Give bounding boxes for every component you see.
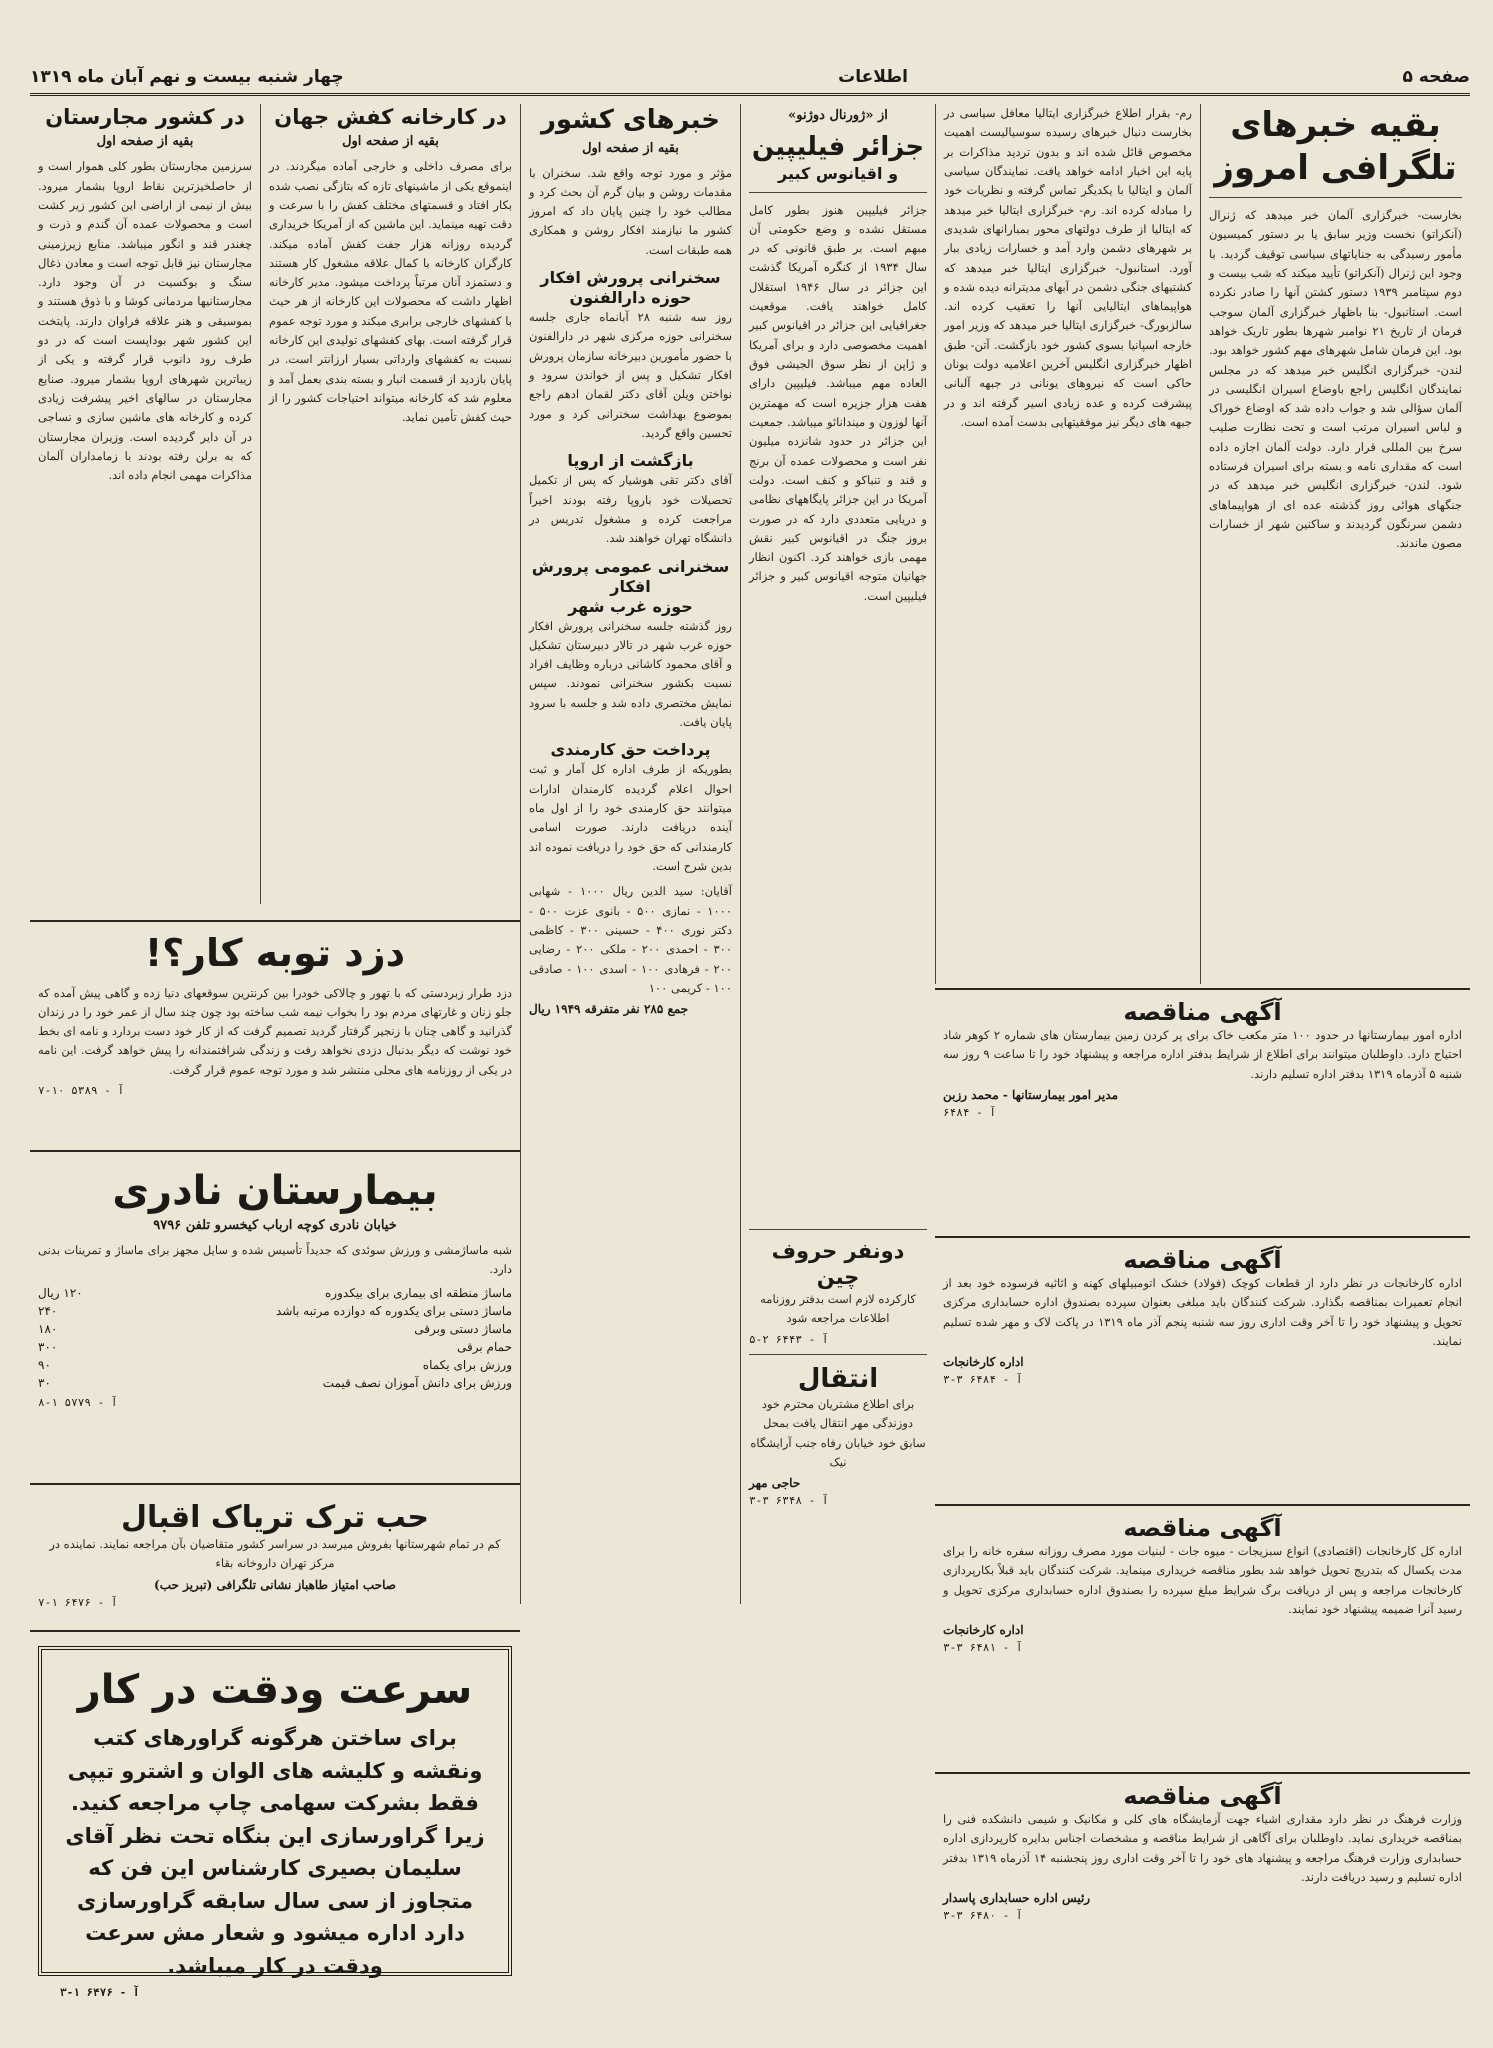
- tender-sign: مدیر امور بیمارستانها - محمد رزبن: [943, 1087, 1118, 1102]
- price-label: ورزش برای یکماه: [422, 1357, 512, 1372]
- pills-body: کم در تمام شهرستانها بفروش میرسد در سراسر کشور متقاضیان بآن مراجعه نمایند. نماینده در مرکز تهران داروخانه بقاء: [49, 1537, 501, 1571]
- continued-label: بقیه از صفحه اول: [342, 134, 439, 150]
- tender-education: [935, 1772, 1470, 2018]
- engraving-ref: آ - ۶۴۷۶ ۱-۳: [60, 1986, 140, 2000]
- continued-label: بقیه از صفحه اول: [96, 134, 194, 150]
- column-hungary: [30, 104, 260, 904]
- tender-sign: اداره کارخانجات: [943, 1623, 1024, 1638]
- masthead: [30, 60, 1470, 96]
- thief-ref: آ - ۵۳۸۹ ۱۰-۷: [38, 1084, 125, 1098]
- typesetter-ad-ref: آ - ۶۴۴۳ ۲-۵: [749, 1332, 829, 1346]
- shoe-factory-headline: در کارخانه کفش جهان: [274, 105, 507, 129]
- price-value: ۱۲۰ ریال: [38, 1285, 83, 1300]
- tender-title: آگهی مناقصه: [1123, 1514, 1282, 1542]
- hospital-address: خیابان نادری کوچه ارباب کیخسرو تلفن ۹۷۹۶: [153, 1218, 397, 1233]
- article-source: از «ژورنال دوژنو»: [788, 108, 888, 123]
- donor-list: آقایان: سید الدین ریال ۱۰۰۰ - شهابی ۱۰۰۰ - نمازی ۵۰۰ - بانوی عزت ۵۰۰ - دکتر نوری ۴۰۰ - حسینی ۳۰۰ - کاظمی ۳۰۰ - احمدی ۲۰۰ - ملکی ۲۰۰ - رضایی ۲۰۰ - فرهادی ۱۰۰ - اسدی ۱۰۰ - صادقی ۱۰۰ - کریمی ۱۰۰: [529, 884, 733, 995]
- national-news-body3: آقای دکتر تقی هوشیار که پس از تکمیل تحصیلات خود باروپا رفته بودند اخیراً مراجعت کرده و مشغول تدریس در دانشگاه تهران خواهند شد.: [529, 473, 732, 546]
- continued-label: بقیه از صفحه اول: [582, 140, 679, 156]
- hospital-ref: آ - ۵۷۷۹ ۱-۸: [38, 1395, 118, 1409]
- pills-ad: [30, 1492, 520, 1632]
- telegraph-body: بخارست- خبرگزاری آلمان خبر میدهد که ژنرال (آنکراتو) نخست وزیر سابق یا بر دستور کمیسیون مأمور رسیدگی به جنایاتهای سیاسی توقیف گردید. با وجود این ژنرال (آنکراتو) تأیید میکند که شب بیست و دوم سپتامبر ۱۹۳۹ دستور کشتن آنها را صادر نکرده است. استانبول- بنا باظهار خبرگزاری آلمان سوجب فرمان از تاریخ ۲۱ نوامبر شهرها بطور تاریک خواهد بود. این فرمان شامل شهرهای مهم کشور خواهد بود. لندن- خبرگزاری انگلیس خبر میدهد که در مجلس نمایندگان انگلیس راجع باوضاع اسیران انگلیسی در آلمان سؤالی شد و جواب داده شد که اوضاع خوراک و لباس اسیران مرتب است و تحت نظارت صلیب سرخ بین المللی قرار دارد. دولت آلمان اجازه داده است که مقداری نامه و بسته برای اسیران فرستاده شود. لندن- خبرگزاری انگلیس خبر میدهد که در جنگهای هوائی روز گذشته عده ای از هواپیماهای دشمن سرنگون گردیدند و ساکنین شهر از خسارات مصون ماندند.: [1209, 208, 1462, 551]
- price-label: حمام برقی: [457, 1339, 512, 1354]
- tender-hospitals: [935, 988, 1470, 1230]
- section-sub-darolfonoon: حوزه دارالفنون: [569, 288, 692, 308]
- column-philippines: [740, 104, 935, 1604]
- hungary-headline: در کشور مجارستان: [45, 105, 245, 129]
- divider: [749, 192, 927, 193]
- typesetter-ad-title: دونفر حروف چین: [771, 1238, 905, 1289]
- column-telegraph-news: [1200, 104, 1470, 984]
- pills-owner: صاحب امتیاز طاهباز نشانی تلگرافی (تبریز حب): [154, 1577, 396, 1592]
- price-row: [38, 1320, 512, 1338]
- philippines-body: جزائر فیلیپین هنوز بطور کامل مستقل نشده و وضع حکومتی آن مبهم است. بر طبق قانونی که در سال ۱۹۳۴ از کنگره آمریکا گذشت این جزائر در سال ۱۹۴۶ استقلال کامل خواهند یافت. موقعیت جغرافیایی این جزائر در اقیانوس کبیر اهمیت مخصوصی دارد و برای آمریکا و ژاپن از نظر سوق الجیشی فوق العاده مهم میباشد. فیلیپین دارای هفت هزار جزیره است که مهمترین آنها لوزون و میندانائو میباشد. جمعیت این جزائر در حدود شانزده میلیون نفر است و محصولات عمده آن برنج و قند و تنباکو و کنف است. دولت آمریکا در این جزائر پایگاههای نظامی و دریایی متعددی دارد که در صورت بروز جنگ در اقیانوس کبیر نقش مهمی بازی خواهند کرد. اکنون انظار جهانیان متوجه اقیانوس کبیر و جزائر فیلیپین است.: [749, 202, 928, 603]
- hospital-title: بیمارستان نادری: [112, 1168, 438, 1214]
- divider: [749, 1229, 927, 1230]
- engraving-body: برای ساختن هرگونه گراورهای کتب ونقشه و کلیشه های الوان و اشترو تیپی فقط بشرکت سهامی چاپ مراجعه کنید. زیرا گراورسازی این بنگاه تحت نظر آقای سلیمان بصیری کارشناس این فن که متجاوز از سی سال سابقه گراورسازی دارد اداره میشود و شعار مش سرعت ودقت در کار میباشد.: [65, 1726, 485, 1978]
- price-value: ۲۴۰: [38, 1303, 58, 1318]
- column-national-news: [520, 104, 740, 1604]
- relocation-sign: حاجی مهر: [749, 1476, 801, 1491]
- column-telegraph-continued: [935, 104, 1200, 984]
- price-value: ۳۰: [38, 1375, 51, 1390]
- thief-article: [30, 920, 520, 1152]
- price-value: ۱۸۰: [38, 1321, 58, 1336]
- tender-ref: آ - ۶۴۸۰ ۳-۳: [943, 1909, 1023, 1923]
- column-shoe-factory: [260, 104, 520, 904]
- telegraph-body-continued: رم- بقرار اطلاع خبرگزاری ایتالیا معافل سیاسی در بخارست دنبال خبرهای رسیده سوسیالیست اهمیت مخصوص قائل شده اند و بدون تردید مذاکرات بر پایه این اخبار ادامه خواهد یافت. نمایندگان سیاسی آلمان و ایتالیا با یکدیگر تماس گرفته و نظریات خود را مبادله کرده اند. رم- خبرگزاری ایتالیا خبر میدهد که ایتالیا از طرف دولتهای محور بمبارانهای شدیدی بر شهرهای دشمن وارد آمد و خسارات زیادی ببار آورد. استانبول- خبرگزاری ایتالیا خبر میدهد که کشتیهای جنگی دشمن در آبهای مدیترانه دیده شده و هواپیماهای ایتالیایی آنها را تعقیب کرده اند. سالزبورگ- خبرگزاری ایتالیا خبر میدهد که وزیر امور خارجه اسپانیا بسوی کشور خود بازگشت. آتن- طبق اظهار خبرگزاری انگلیس آخرین اعلامیه دولت یونان حاکی است که نیروهای یونانی در جبهه آلبانی پیشرفت کرده و عده زیادی اسیر گرفته اند و در جبهه های دیگر نیز موفقیتهایی بدست آمده است.: [944, 106, 1192, 429]
- typesetter-ad-body: کارکرده لازم است بدفتر روزنامه اطلاعات مراجعه شود: [760, 1292, 916, 1326]
- tender-ref: آ - ۶۴۸۴: [943, 1105, 996, 1119]
- relocation-ref: آ - ۶۳۴۸ ۳-۳: [749, 1494, 829, 1508]
- price-value: ۹۰: [38, 1357, 51, 1372]
- national-news-headline: خبرهای کشور: [540, 105, 721, 135]
- tender-title: آگهی مناقصه: [1123, 1782, 1282, 1810]
- price-row: [38, 1374, 512, 1392]
- price-label: ماساژ دستی برای یکدوره که دوازده مرتبه باشد: [276, 1303, 512, 1318]
- price-row: [38, 1338, 512, 1356]
- tender-ref: آ - ۶۴۸۱ ۳-۳: [943, 1641, 1023, 1655]
- issue-date: چهار شنبه بیست و نهم آبان ماه ۱۳۱۹: [30, 66, 344, 87]
- divider: [749, 1354, 927, 1355]
- tender-body: اداره امور بیمارستانها در حدود ۱۰۰ متر مکعب خاک برای پر کردن زمین بیمارستان های شماره ۲ کوهر شاد احتیاج دارد. داوطلبان میتوانند برای اطلاع از شرایط بدفتر اداره مراجعه و پیشنهاد خود را تا ساعت ۹ روز سه شنبه ۵ آذرماه ۱۳۱۹ بدفتر اداره تسلیم دارند.: [943, 1028, 1463, 1081]
- engraving-title: سرعت ودقت در کار: [77, 1667, 473, 1713]
- tender-body: اداره کارخانجات در نظر دارد از قطعات کوچک (فولاد) خشک اتومبیلهای کهنه و اثاثیه فرسوده خود بعد از انجام تعمیرات بمناقصه بگذارد. شرکت کنندگان باید مبلغی بعنوان سپرده بصندوق اداره حسابداری مرکزی تحویل و پیشنهاد خود را تا آخر وقت اداری روز سه شنبه پنجم آذر ماه ۱۳۱۹ در پاکت لاک و مهر شده تسلیم نمایند.: [943, 1276, 1462, 1348]
- tender-title: آگهی مناقصه: [1123, 1246, 1282, 1274]
- price-value: ۳۰۰: [38, 1339, 58, 1354]
- tender-body: وزارت فرهنگ در نظر دارد مقداری اشیاء جهت آزمایشگاه های کلی و مکانیک و شیمی دانشکده فنی را بمناقصه خریداری نماید. داوطلبان برای آگاهی از شرایط مناقصه و مشخصات اجناس بدایره کارپردازی اداره حسابداری وزارت فرهنگ مراجعه و پیشنهاد های خود را تا آخر وقت اداری روز پنجشنبه ۱۴ آذرماه ۱۳۱۹ بدفتر اداره تسلیم و رسید دریافت دارند.: [943, 1812, 1462, 1884]
- national-news-body4: روز گذشته جلسه سخنرانی پرورش افکار حوزه غرب شهر در تالار دبیرستان تشکیل و آقای محمود کاشانی درباره وظایف افراد نسبت بکشور سخنرانی نمودند. سپس نمایش مختصری داده شد و جلسه با سرود پایان یافت.: [529, 618, 732, 730]
- national-news-body1: مؤثر و مورد توجه واقع شد. سخنران با مقدمات روشن و بیان گرم آن بحث کرد و مطالب خود را چنین پایان داد که امروز کشور ما نیازمند افکار روشن و همکاری همه طبقات است.: [529, 165, 732, 257]
- engraving-ad: [38, 1646, 512, 2000]
- national-news-body5: بطوریکه از طرف اداره کل آمار و ثبت احوال اعلام گردیده کارمندان ادارات میتوانند حق کارمندی خود را از اول ماه آینده دریافت دارند. صورت اسامی کارمندانی که حق خود را دریافت نموده اند بدین شرح است.: [529, 762, 732, 873]
- tender-title: آگهی مناقصه: [1123, 998, 1282, 1026]
- donor-total: جمع ۲۸۵ نفر متفرقه ۱۹۴۹ ریال: [529, 1002, 689, 1017]
- shoe-factory-body: برای مصرف داخلی و خارجی آماده میگردند. در اینموقع یکی از ماشینهای تازه که بتازگی نصب شده بکار افتاد و قسمتهای مختلف کفش را با سرعت و دقت تهیه مینماید. این ماشین که از آمریکا خریداری گردیده روزانه هزار جفت کفش آماده میکند. کارگران کارخانه با کمال علاقه مشغول کار هستند و دستمزد آنان مرتباً پرداخت میشود. مدیر کارخانه اظهار داشت که محصولات این کارخانه از هر حیث با کفشهای خارجی برابری میکند و مورد توجه عموم قرار گرفته است. بهای کفشهای تولیدی این کارخانه نسبت به کفشهای وارداتی بسیار ارزانتر است. در پایان بازدید از قسمت انبار و بسته بندی بعمل آمد و معلوم شد که کارخانه میتواند احتیاجات کشور را از حیث کفش تأمین نماید.: [269, 159, 512, 425]
- philippines-subhead: و اقیانوس کبیر: [777, 163, 899, 183]
- tender-factories-food: [935, 1504, 1470, 1766]
- price-row: [38, 1356, 512, 1374]
- tender-ref: آ - ۶۴۸۴ ۳-۳: [943, 1373, 1023, 1387]
- hospital-desc: شبه ماساژمشی و ورزش سوئدی که جدیداً تأسیس شده و سایل مجهز برای ماساژ و تمرینات بدنی دارد.: [38, 1243, 512, 1277]
- tender-sign: اداره کارخانجات: [943, 1355, 1024, 1370]
- hungary-body: سرزمین مجارستان بطور کلی هموار است و از حاصلخیزترین نقاط اروپا بشمار میرود. بیش از نیمی از اراضی این کشور زیر کشت است و محصولات عمده آن گندم و ذرت و چغندر قند و انگور میباشد. منابع زیرزمینی مجارستان نیز قابل توجه است و معادن ذغال سنگ و بوکسیت در آن وجود دارد. مجارستانیها مردمانی کوشا و با ذوق هستند و بموسیقی و هنر علاقه فراوان دارند. پایتخت این کشور شهر بوداپست است که در دو طرف رود دانوب قرار گرفته و یکی از زیباترین شهرهای اروپا بشمار میرود. صنایع مجارستان در سالهای اخیر پیشرفت زیادی کرده و کارخانه های ماشین سازی و نساجی در آن دایر گردیده است. وزیران مجارستان که به برلن رفته بودند با زمامداران آلمان مذاکرات مهمی انجام داده اند.: [38, 159, 252, 483]
- hospital-ad: [30, 1160, 520, 1485]
- pills-ref: آ - ۶۴۷۶ ۱-۷: [38, 1595, 118, 1609]
- newspaper-name: اطلاعات: [838, 66, 908, 87]
- section-title-return: بازگشت از اروپا: [567, 451, 694, 471]
- pills-title: حب ترک تریاک اقبال: [121, 1500, 429, 1535]
- philippines-headline: جزائر فیلیپین: [751, 132, 925, 162]
- national-news-body2: روز سه شنبه ۲۸ آبانماه جاری جلسه سخنرانی حوزه مرکزی شهر در دارالفنون با حضور مأمورین دبیرخانه سازمان پرورش افکار تشکیل و پس از خواندن سرود و نواختن ویلن آقای دکتر لقمان ادهم راجع بموضوع بهداشت سخنرانی کرد و مورد تحسین واقع گردید.: [529, 310, 732, 440]
- price-row: [38, 1302, 512, 1320]
- hospital-price-list: [38, 1284, 512, 1392]
- telegraph-headline: بقیه خبرهای تلگرافی امروز: [1214, 105, 1457, 188]
- tender-factories-scrap: [935, 1236, 1470, 1498]
- thief-body: دزد طرار زبردستی که با تهور و چالاکی خودرا بین کرنترین سوقعهای دنیا زده و گاهی پیش آمده که جلو زنان و غارتهای مردم بود را بخواب نیمه شب ساخته بود چون چند سال از عمر خود را در زندان گذرانید و گاهی چنان با زنجیر گرفتار گردید تصمیم گرفت که از کار خود دست بردارد و نامه ای بخط خود نوشت که دیگر بدنبال دزدی نخواهد رفت و زندگی شرافتمندانه را پیش خواهد گرفت. این نامه در یکی از روزنامه های محلی منتشر شد و مورد توجه عموم قرار گرفت.: [38, 985, 512, 1077]
- tender-body: اداره کل کارخانجات (اقتصادی) انواع سبزیجات - میوه جات - لبنیات مورد مصرف روزانه سفره خانه را برای مدت یکسال که بتدریج تحویل خواهد شد بطور مناقصه خریداری مینماید. شرکت کنندگان باید قبلاً بکارپردازی کارخانجات مراجعه و پس از دریافت برگ شرایط مبلغ سپرده را بصندوق اداره حسابداری مرکزی تحویل و رسید آنرا ضمیمه پیشنهاد خود نمایند.: [943, 1544, 1462, 1616]
- section-title-payment: پرداخت حق کارمندی: [550, 740, 711, 760]
- relocation-title: انتقال: [797, 1363, 879, 1394]
- thief-headline: دزد توبه کار؟!: [144, 931, 406, 975]
- page-number: صفحه ۵: [1402, 66, 1470, 87]
- section-title-lecture: سخنرانی پرورش افکار: [540, 268, 721, 288]
- section-sub-west: حوزه غرب شهر: [568, 596, 693, 616]
- tender-sign: رئیس اداره حسابداری پاسدار: [943, 1891, 1091, 1906]
- price-label: ورزش برای دانش آموزان نصف قیمت: [322, 1375, 512, 1390]
- divider: [1209, 197, 1462, 198]
- price-row: [38, 1284, 512, 1302]
- section-title-public-lecture: سخنرانی عمومی پرورش افکار: [531, 556, 730, 596]
- price-label: ماساژ منطقه ای بیماری برای بیکدوره: [325, 1285, 512, 1300]
- price-label: ماساژ دستی وبرقی: [414, 1321, 512, 1336]
- relocation-body: برای اطلاع مشتریان محترم خود دوزندگی مهر انتقال یافت بمحل سابق خود خیابان رفاه جنب آرایشگاه نیک: [750, 1397, 926, 1470]
